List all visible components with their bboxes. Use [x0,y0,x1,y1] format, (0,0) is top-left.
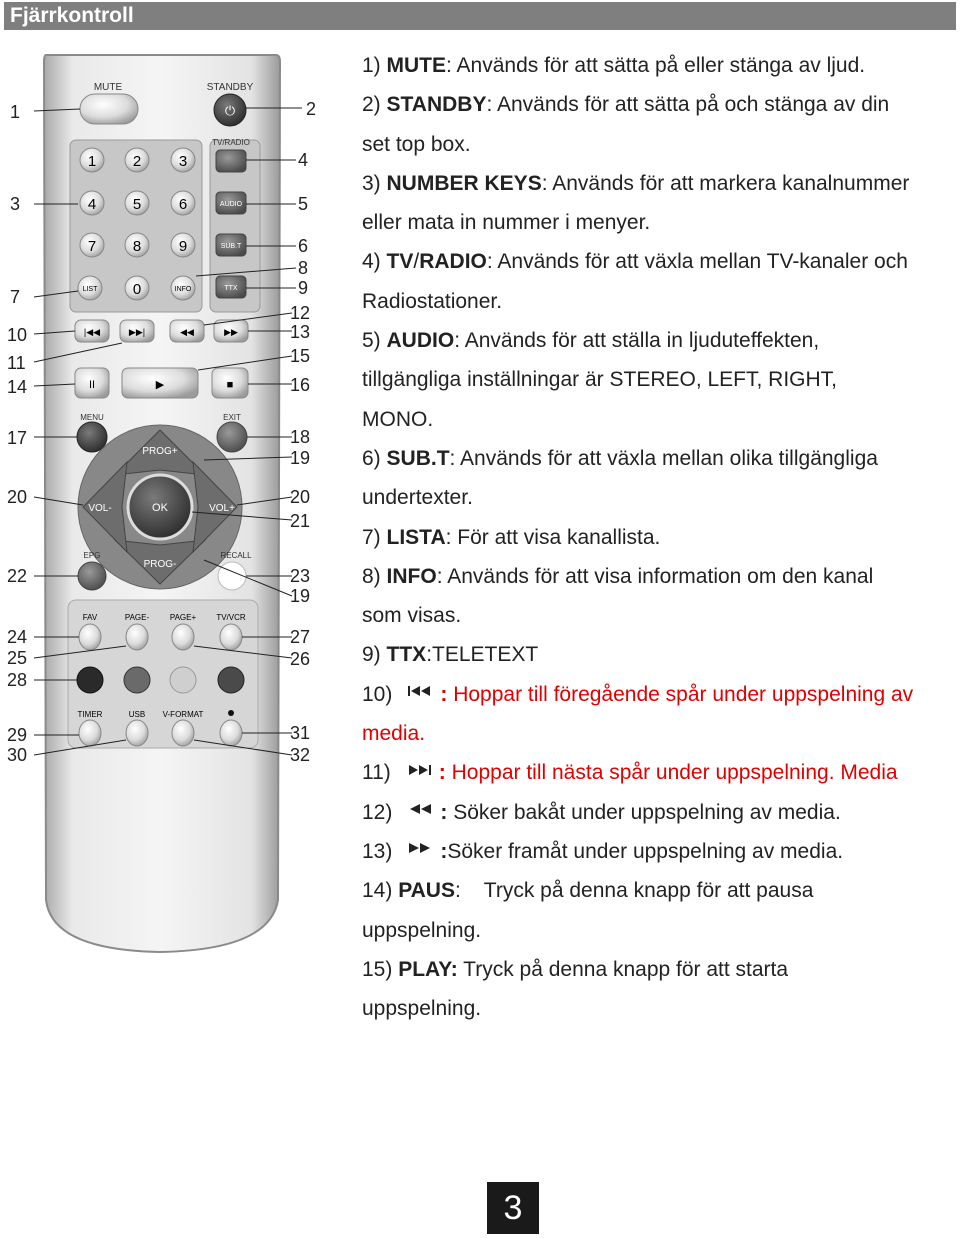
color-key-3[interactable] [170,667,196,693]
callout-number: 6 [298,236,309,256]
epg-button[interactable] [78,562,106,590]
color-key-1[interactable] [77,667,103,693]
fast-forward-icon [406,841,434,855]
callout-number: 2 [306,99,317,119]
desc-pause: 14) PAUS: Tryck på denna knapp för att pausa [362,879,814,903]
desc-audio-cont2: MONO. [362,407,434,431]
desc-prev-track-cont: media. [362,722,426,746]
fav-label: FAV [82,613,98,622]
number-key-label: 6 [178,196,188,213]
info-label: INFO [174,286,192,293]
number-key-label: 1 [87,153,97,170]
record-dot-icon [228,710,234,716]
page-title: Fjärrkontroll [10,4,134,27]
callout-number: 16 [290,375,311,395]
stop-icon: ■ [226,379,234,391]
remote-illustration [0,40,350,960]
audio-label: AUDIO [219,201,243,208]
number-key-label: 9 [178,238,188,255]
number-key-label: 7 [87,238,97,255]
number-key-label: 0 [132,281,142,298]
power-icon: ⏻ [224,103,236,118]
desc-lista: 7) LISTA: För att visa kanallista. [362,525,661,549]
callout-number: 17 [7,428,28,448]
pause-icon: II [88,379,96,391]
subt-label: SUB.T [220,243,242,250]
header-bar [4,2,956,30]
prog-minus-label: PROG- [143,559,177,570]
desc-number-keys-cont: eller mata in nummer i menyer. [362,211,651,235]
desc-next-track: 11) : Hoppar till nästa spår under uppspelning. Media [362,761,898,785]
timer-button[interactable] [79,720,101,746]
page-number: 3 [487,1182,539,1234]
color-key-2[interactable] [124,667,150,693]
list-label: LIST [82,286,98,293]
desc-info-cont: som visas. [362,604,462,628]
desc-mute: 1) MUTE: Används för att sätta på eller stänga av ljud. [362,54,866,77]
callout-number: 30 [7,745,28,765]
callout-number: 8 [298,258,309,278]
callout-number: 27 [290,627,311,647]
callout-number: 28 [7,670,28,690]
tv-radio-button[interactable] [216,150,246,172]
skip-forward-icon [405,763,433,777]
navigation-pad [78,425,242,589]
desc-prev-track: 10) : Hoppar till föregående spår under uppspelning av [362,682,914,706]
callout-number: 32 [290,745,311,765]
callout-number: 13 [290,322,311,342]
callout-number: 21 [290,511,311,531]
desc-fast-forward: 13) :Söker framåt under uppspelning av media. [362,839,844,863]
standby-label: STANDBY [206,82,254,93]
callout-number: 9 [298,278,309,298]
callout-number: 18 [290,427,311,447]
rewind-icon: ◀◀ [180,327,194,337]
desc-audio: 5) AUDIO: Används för att ställa in ljuduteffekten, [362,329,820,353]
color-key-4[interactable] [218,667,244,693]
skip-forward-icon: ▶▶| [128,327,146,337]
page-minus-button[interactable] [126,624,148,650]
desc-tv-radio-cont: Radiostationer. [362,289,503,313]
callout-number: 4 [298,150,309,170]
mute-label: MUTE [93,82,123,93]
menu-label: MENU [80,413,104,422]
desc-ttx: 9) TTX:TELETEXT [362,643,539,667]
page-plus-label: PAGE+ [169,613,197,622]
callout-number: 25 [7,648,28,668]
vol-minus-label: VOL- [88,503,112,514]
tv-radio-label: TV/RADIO [212,138,250,147]
usb-label: USB [128,710,146,719]
callout-number: 5 [298,194,309,214]
number-key-label: 4 [87,196,97,213]
epg-label: EPG [83,551,101,560]
desc-audio-cont: tillgängliga inställningar är STEREO, LEFT, RIGHT, [362,368,838,392]
ok-label: OK [152,502,168,514]
skip-back-icon [406,684,434,698]
record-button[interactable] [220,720,242,746]
desc-subt: 6) SUB.T: Används för att växla mellan olika tillgängliga [362,446,878,470]
button-descriptions [362,46,958,1028]
callout-number: 1 [10,102,21,122]
desc-number-keys: 3) NUMBER KEYS: Används för att markera kanalnummer [362,171,910,195]
play-icon: ▶ [155,379,165,391]
number-key-label: 5 [132,196,142,213]
callout-number: 3 [10,194,21,214]
ttx-label: TTX [224,285,238,292]
callout-number: 22 [7,566,28,586]
desc-pause-cont: uppspelning. [362,918,482,942]
desc-play-cont: uppspelning. [362,997,482,1021]
callout-number: 29 [7,725,28,745]
desc-standby-cont: set top box. [362,132,471,156]
callout-number: 14 [7,377,28,397]
callout-number: 24 [7,627,28,647]
v-format-button[interactable] [172,720,194,746]
recall-label: RECALL [220,551,252,560]
callout-number: 20 [290,487,311,507]
callout-number: 12 [290,303,311,323]
tv-vcr-button[interactable] [220,624,242,650]
fast-forward-icon: ▶▶ [224,327,238,337]
tv-vcr-label: TV/VCR [216,613,246,622]
callout-number: 15 [290,346,311,366]
number-key-label: 3 [178,153,188,170]
callout-number: 7 [10,287,21,307]
desc-play: 15) PLAY: Tryck på denna knapp för att starta [362,957,789,981]
desc-subt-cont: undertexter. [362,486,473,510]
v-format-label: V-FORMAT [162,710,204,719]
mute-button[interactable] [80,94,138,124]
callout-number: 26 [290,649,311,669]
number-key-label: 8 [132,238,142,255]
exit-button[interactable] [217,422,247,452]
page-minus-label: PAGE- [124,613,150,622]
number-key-label: 2 [132,153,142,170]
page-plus-button[interactable] [172,624,194,650]
prog-plus-label: PROG+ [142,446,178,457]
exit-label: EXIT [223,413,241,422]
callout-number: 20 [7,487,28,507]
desc-standby: 2) STANDBY: Används för att sätta på och stänga av din [362,93,890,117]
skip-back-icon: |◀◀ [83,327,101,337]
desc-info: 8) INFO: Används för att visa information om den kanal [362,564,874,588]
vol-plus-label: VOL+ [209,503,235,514]
desc-rewind: 12) : Söker bakåt under uppspelning av media. [362,800,841,824]
timer-label: TIMER [77,710,103,719]
usb-button[interactable] [126,720,148,746]
desc-tv-radio: 4) TV/RADIO: Används för att växla mellan TV-kanaler och [362,250,908,274]
callout-number: 19 [290,448,311,468]
callout-number: 10 [7,325,28,345]
fav-button[interactable] [79,624,101,650]
callout-number: 11 [7,353,26,373]
callout-number: 19 [290,586,311,606]
callout-number: 31 [290,723,311,743]
callout-number: 23 [290,566,311,586]
rewind-icon [406,802,434,816]
menu-button[interactable] [77,422,107,452]
